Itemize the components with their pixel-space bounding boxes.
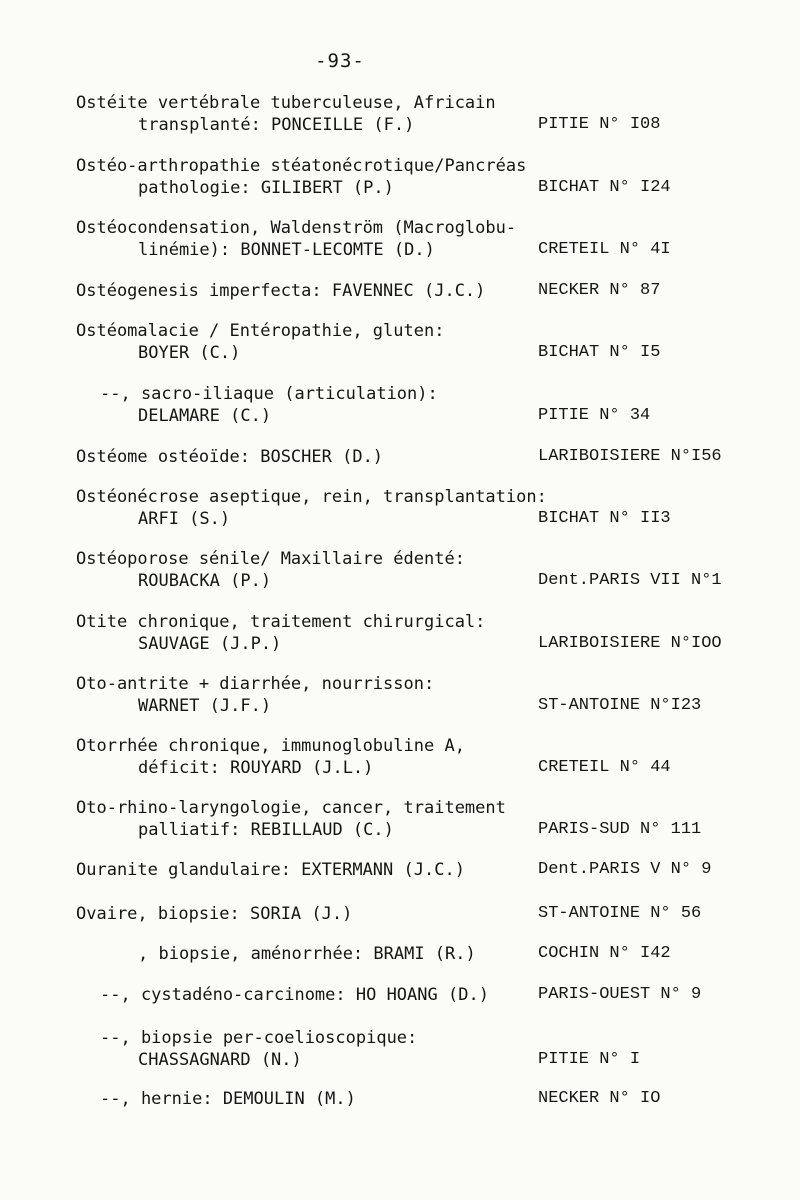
index-entry bbox=[0, 446, 800, 468]
entry-location: CRETEIL N° 44 bbox=[538, 758, 671, 777]
entry-line: Ostéomalacie / Entéropathie, gluten: bbox=[76, 321, 445, 341]
index-entry bbox=[0, 383, 800, 427]
entry-location: BICHAT N° I5 bbox=[538, 343, 661, 362]
index-entry bbox=[0, 797, 800, 841]
page-number: -93- bbox=[315, 50, 365, 72]
index-entry bbox=[0, 859, 800, 881]
index-entry bbox=[0, 735, 800, 779]
entry-line: CHASSAGNARD (N.) bbox=[138, 1050, 302, 1070]
entry-location: PARIS-SUD N° 111 bbox=[538, 820, 702, 839]
entry-line: Oto-rhino-laryngologie, cancer, traitement bbox=[76, 798, 506, 818]
index-entry bbox=[0, 903, 800, 925]
entry-line: SAUVAGE (J.P.) bbox=[138, 634, 282, 654]
entry-line: Ostéoporose sénile/ Maxillaire édenté: bbox=[76, 549, 465, 569]
entry-line: Ostéonécrose aseptique, rein, transplantation: bbox=[76, 487, 547, 507]
entry-location: PARIS-OUEST N° 9 bbox=[538, 985, 702, 1004]
entry-location: BICHAT N° I24 bbox=[538, 178, 671, 197]
entry-line: Otorrhée chronique, immunoglobuline A, bbox=[76, 736, 465, 756]
index-entry bbox=[0, 673, 800, 717]
entry-line: --, cystadéno-carcinome: HO HOANG (D.) bbox=[100, 985, 489, 1005]
entry-line: Ostéocondensation, Waldenström (Macroglobu- bbox=[76, 218, 517, 238]
entry-line: Ostéite vertébrale tuberculeuse, Africain bbox=[76, 93, 496, 113]
index-entry bbox=[0, 984, 800, 1006]
entry-location: ST-ANTOINE N° 56 bbox=[538, 904, 702, 923]
index-entry bbox=[0, 486, 800, 530]
entry-location: NECKER N° IO bbox=[538, 1089, 661, 1108]
index-entry bbox=[0, 611, 800, 655]
entry-line: ROUBACKA (P.) bbox=[138, 571, 272, 591]
entry-line: Ostéogenesis imperfecta: FAVENNEC (J.C.) bbox=[76, 281, 486, 301]
entry-line: palliatif: REBILLAUD (C.) bbox=[138, 820, 394, 840]
index-entry bbox=[0, 320, 800, 364]
entry-line: --, sacro-iliaque (articulation): bbox=[100, 384, 438, 404]
entry-location: Dent.PARIS V N° 9 bbox=[538, 860, 712, 879]
index-entry bbox=[0, 217, 800, 261]
entry-location: LARIBOISIERE N°I56 bbox=[538, 447, 722, 466]
index-entry bbox=[0, 155, 800, 199]
entry-location: COCHIN N° I42 bbox=[538, 944, 671, 963]
index-entry bbox=[0, 1027, 800, 1071]
entry-line: ARFI (S.) bbox=[138, 509, 231, 529]
entry-location: ST-ANTOINE N°I23 bbox=[538, 696, 702, 715]
entry-location: Dent.PARIS VII N°1 bbox=[538, 571, 722, 590]
entry-line: Ostéo-arthropathie stéatonécrotique/Pancréas bbox=[76, 156, 527, 176]
entry-line: , biopsie, aménorrhée: BRAMI (R.) bbox=[138, 944, 476, 964]
index-entry bbox=[0, 92, 800, 136]
entry-location: LARIBOISIERE N°IOO bbox=[538, 634, 722, 653]
entry-location: PITIE N° I bbox=[538, 1050, 641, 1069]
entry-location: PITIE N° I08 bbox=[538, 115, 661, 134]
entry-line: linémie): BONNET-LECOMTE (D.) bbox=[138, 240, 435, 260]
entry-line: DELAMARE (C.) bbox=[138, 406, 272, 426]
entry-line: Ovaire, biopsie: SORIA (J.) bbox=[76, 904, 353, 924]
entry-line: BOYER (C.) bbox=[138, 343, 241, 363]
entry-location: NECKER N° 87 bbox=[538, 281, 661, 300]
index-entry bbox=[0, 943, 800, 965]
entry-line: pathologie: GILIBERT (P.) bbox=[138, 178, 394, 198]
entry-line: Otite chronique, traitement chirurgical: bbox=[76, 612, 486, 632]
entry-line: WARNET (J.F.) bbox=[138, 696, 272, 716]
entry-line: --, hernie: DEMOULIN (M.) bbox=[100, 1089, 356, 1109]
index-entry bbox=[0, 280, 800, 302]
index-entry bbox=[0, 1088, 800, 1110]
entry-location: PITIE N° 34 bbox=[538, 406, 651, 425]
entry-line: déficit: ROUYARD (J.L.) bbox=[138, 758, 374, 778]
entry-location: CRETEIL N° 4I bbox=[538, 240, 671, 259]
entry-location: BICHAT N° II3 bbox=[538, 509, 671, 528]
entry-line: transplanté: PONCEILLE (F.) bbox=[138, 115, 415, 135]
entry-line: Ouranite glandulaire: EXTERMANN (J.C.) bbox=[76, 860, 465, 880]
entry-line: Oto-antrite + diarrhée, nourrisson: bbox=[76, 674, 435, 694]
entry-line: Ostéome ostéoïde: BOSCHER (D.) bbox=[76, 447, 384, 467]
index-entry bbox=[0, 548, 800, 592]
entry-line: --, biopsie per-coelioscopique: bbox=[100, 1028, 418, 1048]
